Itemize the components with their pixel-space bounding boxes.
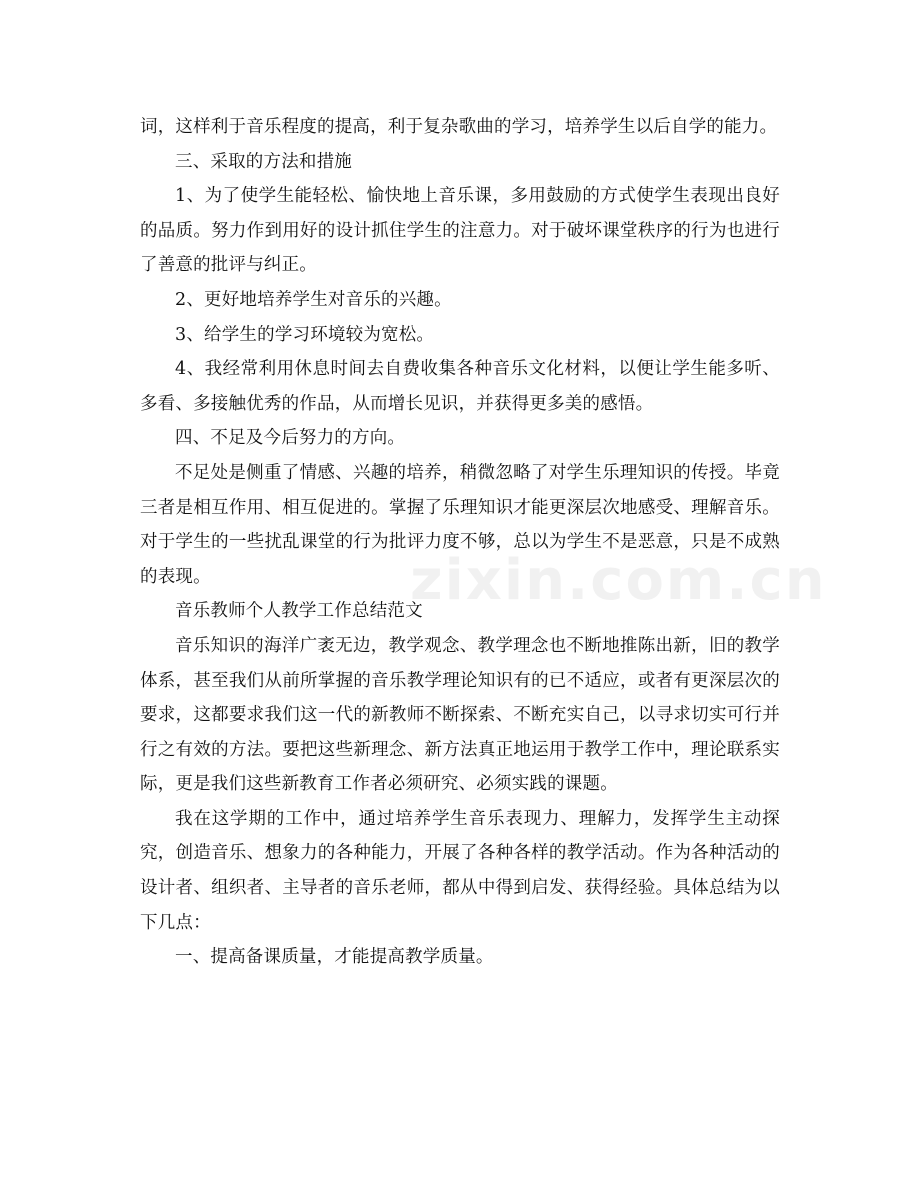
paragraph-shortcomings: 不足处是侧重了情感、兴趣的培养，稍微忽略了对学生乐理知识的传授。毕竟三者是相互作用、相互促进的。掌握了乐理知识才能更深层次地感受、理解音乐。对于学生的一些扰乱课堂的行为批评力度不够，总以为学生不是恶意，只是不成熟的表现。 [140, 462, 780, 587]
list-item-1: 1、为了使学生能轻松、愉快地上音乐课，多用鼓励的方式使学生表现出良好的品质。努力作到用好的设计抓住学生的注意力。对于破坏课堂秩序的行为也进行了善意的批评与纠正。 [140, 186, 780, 276]
list-item-2: 2、更好地培养学生对音乐的兴趣。 [175, 289, 452, 310]
section-heading-shortcomings: 四、不足及今后努力的方向。 [175, 428, 406, 449]
paragraph-work-summary: 我在这学期的工作中，通过培养学生音乐表现力、理解力，发挥学生主动探究，创造音乐、想象力的各种能力，开展了各种各样的教学活动。作为各种活动的设计者、组织者、主导者的音乐老师，都从中得到启发、获得经验。具体总结为以下几点： [140, 808, 780, 933]
document-body [140, 110, 780, 975]
list-item-3: 3、给学生的学习环境较为宽松。 [175, 324, 435, 345]
section-heading-lesson-prep: 一、提高备课质量，才能提高教学质量。 [175, 947, 494, 968]
list-item-4: 4、我经常利用休息时间去自费收集各种音乐文化材料，以便让学生能多听、多看、多接触优秀的作品，从而增长见识，并获得更多美的感悟。 [140, 359, 780, 414]
watermark-logo: zixin.com.cn [410, 548, 827, 613]
section-heading-methods: 三、采取的方法和措施 [175, 151, 352, 172]
paragraph-continuation: 词，这样利于音乐程度的提高，利于复杂歌曲的学习，培养学生以后自学的能力。 [140, 117, 778, 137]
paragraph-intro: 音乐知识的海洋广袤无边，教学观念、教学理念也不断地推陈出新，旧的教学体系，甚至我们从前所掌握的音乐教学理论知识有的已不适应，或者有更深层次的要求，这都要求我们这一代的新教师不断探索、不断充实自己，以寻求切实可行并行之有效的方法。要把这些新理念、新方法真正地运用于教学工作中，理论联系实际，更是我们这些新教育工作者必须研究、必须实践的课题。 [140, 635, 780, 795]
document-title: 音乐教师个人教学工作总结范文 [175, 601, 423, 622]
